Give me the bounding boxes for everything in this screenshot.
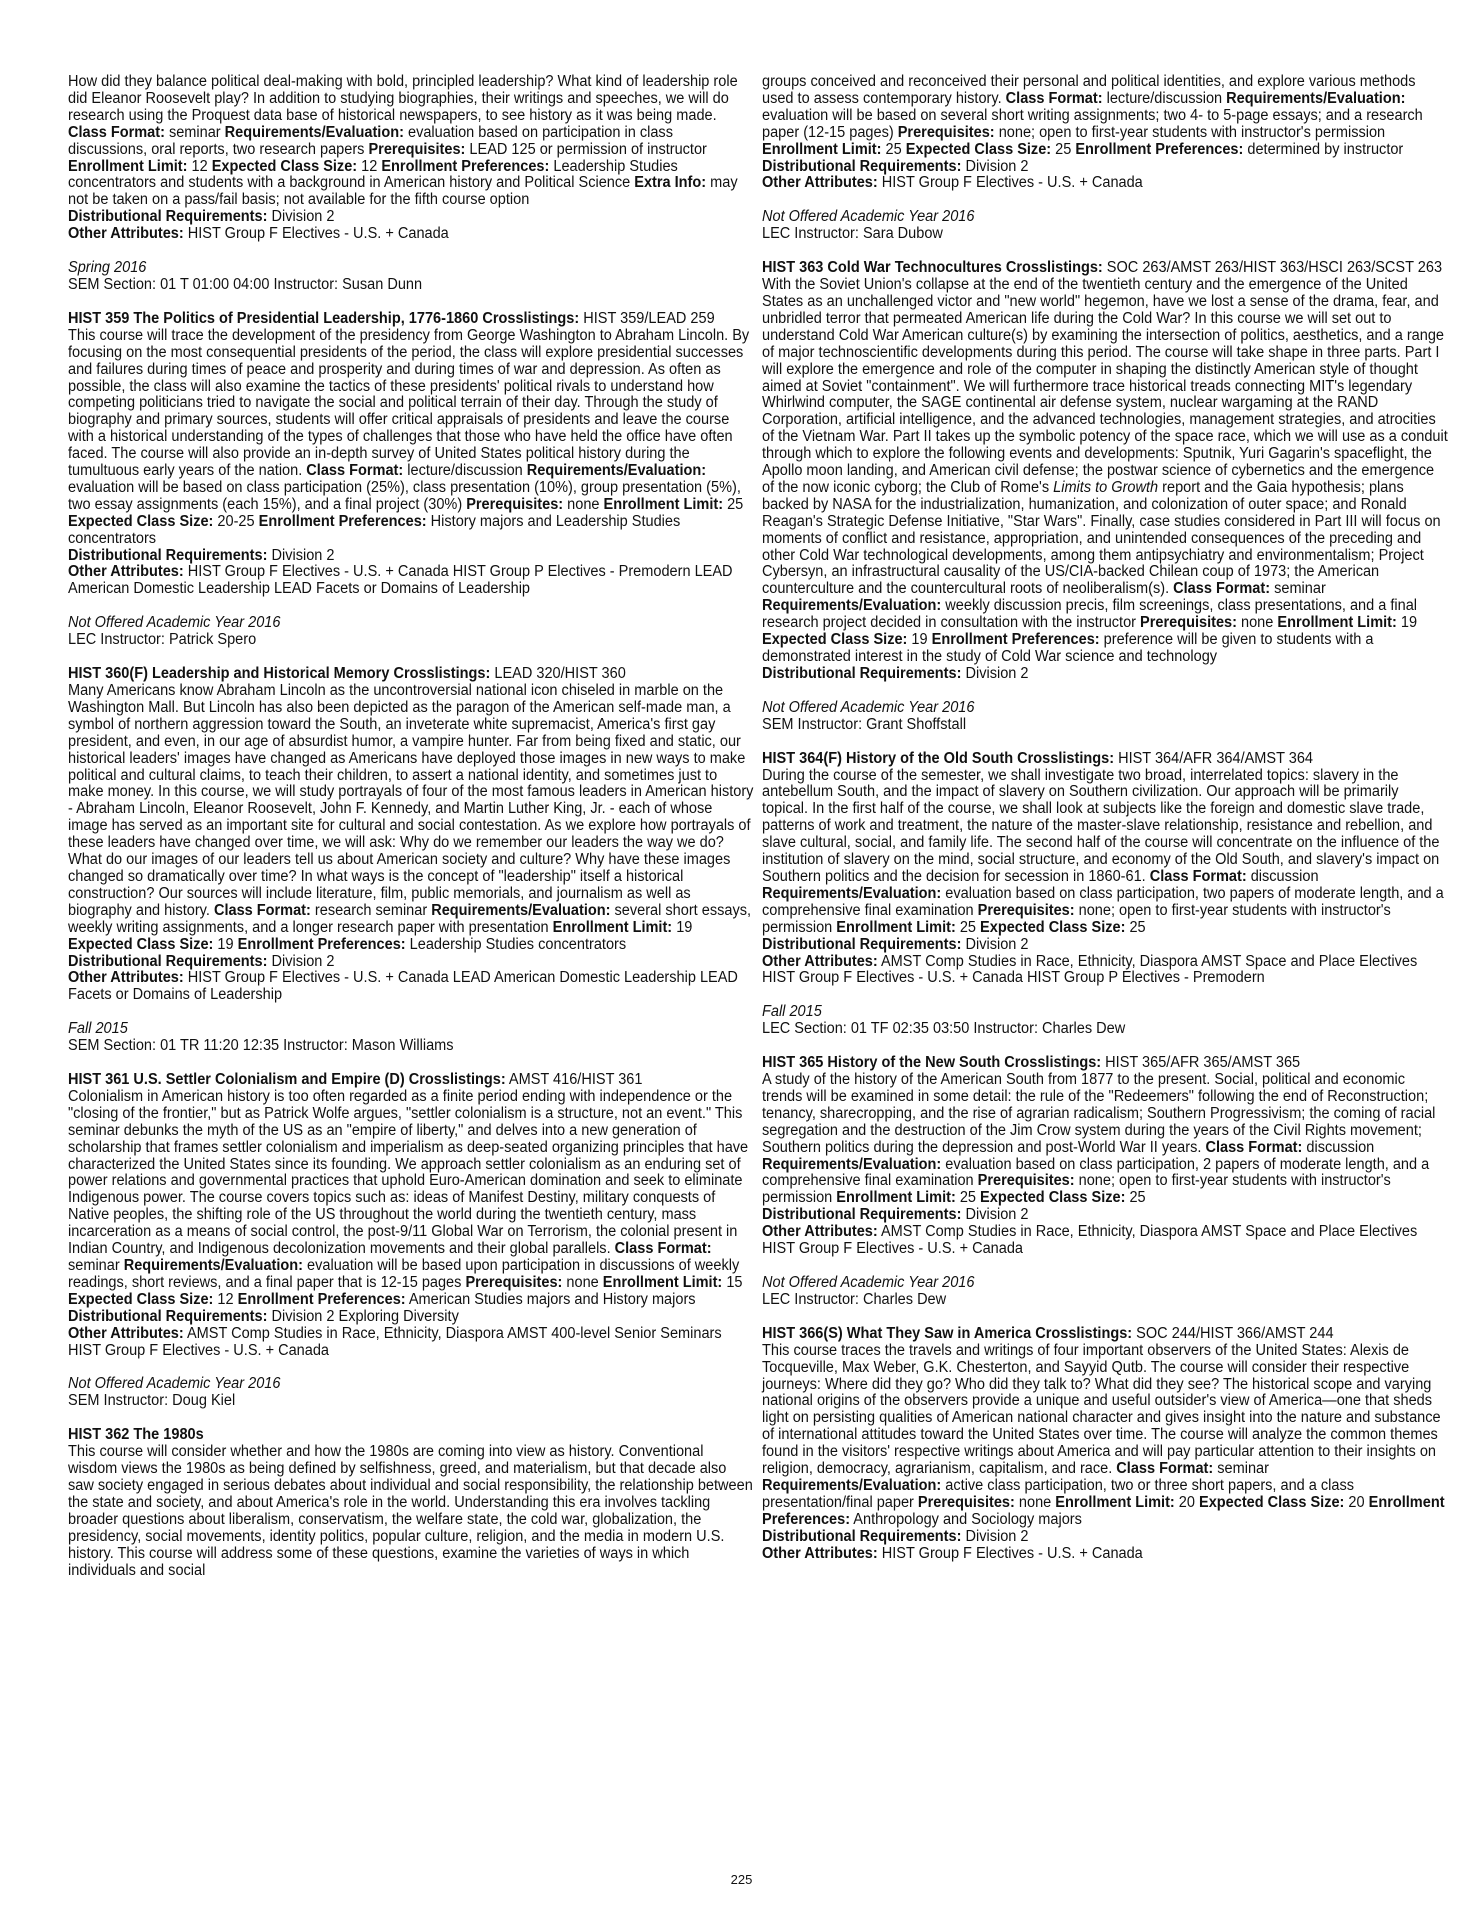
dist-value: Division 2: [965, 935, 1029, 953]
session-block: [68, 1021, 754, 1055]
course-title: HIST 363 Cold War Technocultures: [762, 259, 1002, 277]
req-value: evaluation based on class participation, 2 papers of moderate length, and a comprehensive final examination: [762, 1155, 1430, 1190]
limit-label: Enrollment Limit:: [836, 918, 956, 936]
req-label: Requirements/Evaluation:: [762, 1155, 942, 1173]
pref-label: Enrollment Preferences:: [237, 1290, 406, 1308]
dist-value: Division 2: [965, 157, 1029, 175]
course-title: HIST 362 The 1980s: [68, 1426, 204, 1444]
dist-label: Distributional Requirements:: [68, 952, 268, 970]
term: Spring 2016: [68, 259, 147, 277]
other-label: Other Attributes:: [68, 969, 184, 987]
cross-label: Crosslistings:: [393, 665, 491, 683]
dist-label: Distributional Requirements:: [762, 1527, 962, 1545]
course-hist-365: [762, 1055, 1448, 1258]
other-line: [762, 954, 1448, 988]
size-value: 25: [1129, 918, 1146, 936]
cross-value: SOC 244/HIST 366/AMST 244: [1136, 1324, 1334, 1342]
limit-value: 25: [885, 140, 902, 158]
other-value: AMST Comp Studies in Race, Ethnicity, Diaspora AMST Space and Place Electives HIST Group F Electives - U.S. + Canada: [762, 1223, 1418, 1258]
course-description: [762, 74, 1448, 159]
description-text-cont: report and the Gaia hypothesis; plans backed by NASA for the industrialization, humanization, and colonization of outer space; and Ronald Reagan's Strategic Defense Initiative, "Star Wars". Finally, case studies considered in Part III will focus on moments of conflict and resistance, appropriation, and unintended consequences of the preceding and other Cold War technological developments, among them antipsychiatry and environmentalism; Project Cybersyn, an infrastructural causality of the US/CIA-backed Chilean coup of 1973; the American counterculture and the countercultural roots of neoliberalism(s).: [762, 478, 1441, 598]
size-label: Expected Class Size:: [68, 1290, 214, 1308]
format-value: seminar: [1274, 580, 1326, 598]
prereq-label: Prerequisites:: [977, 901, 1075, 919]
limit-label: Enrollment Limit:: [1277, 614, 1397, 632]
other-label: Other Attributes:: [762, 174, 878, 192]
dist-value: Division 2: [965, 664, 1029, 682]
book-title: Limits to Growth: [1053, 478, 1159, 496]
dist-label: Distributional Requirements:: [68, 1307, 268, 1325]
course-description: [762, 277, 1448, 666]
course-heading: [68, 311, 754, 328]
size-value: 19: [911, 631, 928, 649]
req-value: evaluation based on participation in class discussions, oral reports, two research papers: [68, 123, 673, 158]
format-label: Class Format:: [1173, 580, 1271, 598]
course-heading: [68, 1072, 754, 1089]
term: Fall 2015: [68, 1020, 128, 1038]
section-info: SEM Instructor: Grant Shoffstall: [762, 715, 967, 733]
format-label: Class Format:: [306, 462, 404, 480]
dist-label: Distributional Requirements:: [762, 157, 962, 175]
pref-value: preference will be given to students with a demonstrated interest in the study of Cold War science and technology: [762, 631, 1374, 665]
other-value: HIST Group F Electives - U.S. + Canada LEAD American Domestic Leadership LEAD Facets or Domains of Leadership: [68, 969, 738, 1004]
limit-label: Enrollment Limit:: [762, 140, 882, 158]
course-description: [68, 74, 754, 209]
req-value: evaluation will be based on class participation (25%), class presentation (10%), group presentation (5%), two essay assignments (each 15%), and a final project (30%): [68, 478, 741, 513]
course-hist-366: [762, 1326, 1448, 1563]
limit-label: Enrollment Limit:: [602, 1273, 723, 1291]
term: Not Offered Academic Year 2016: [762, 208, 975, 226]
course-description: [762, 768, 1448, 937]
course-description: [68, 328, 754, 548]
description-text: Many Americans know Abraham Lincoln as the uncontroversial national icon chiseled in marble on the Washington Mall. But Lincoln has also been depicted as the paragon of the American self-made man, a symbol of northern aggression toward the South, an inveterate white supremacist, America's first gay president, and even, in our age of absurdist humor, a vampire hunter. Far from being fixed and static, our historical leaders' images have changed as Americans have deployed those images in new ways to make political and cultural claims, to teach their children, to assert a national identity, and sometimes just to make money. In this course, we will study portrayals of four of the most famous leaders in American history - Abraham Lincoln, Eleanor Roosevelt, John F. Kennedy, and Martin Luther King, Jr. - each of whose image has served as an important site for cultural and social contestation. As we explore how portrayals of these leaders have changed over time, we will ask: Why do we remember our leaders the way we do? What do our images of our leaders tell us about American society and culture? Why have these images changed so dramatically over time? In what ways is the concept of "leadership" itself a historical construction? Our sources will include literature, film, public memorials, and journalism as well as biography and history.: [68, 682, 754, 919]
dist-value: Division 2: [271, 952, 335, 970]
req-label: Requirements/Evaluation:: [1226, 89, 1406, 107]
format-label: Class Format:: [1116, 1460, 1214, 1478]
size-label: Expected Class Size:: [762, 631, 908, 649]
limit-value: 25: [959, 1189, 977, 1207]
limit-value: 15: [726, 1273, 743, 1291]
format-label: Class Format:: [68, 123, 165, 141]
dist-line: [762, 1529, 1448, 1546]
left-column: [68, 74, 754, 1596]
course-hist-364: [762, 751, 1448, 988]
pref-label: Enrollment Preferences:: [762, 1493, 1445, 1528]
other-value: HIST Group F Electives - U.S. + Canada HIST Group P Electives - Premodern LEAD American Domestic Leadership LEAD Facets or Domains of Leadership: [68, 563, 733, 598]
dist-line: [68, 209, 754, 226]
other-value: HIST Group F Electives - U.S. + Canada: [881, 174, 1143, 192]
other-line: [762, 1546, 1448, 1563]
req-label: Requirements/Evaluation:: [762, 597, 942, 615]
limit-value: 20: [1178, 1493, 1195, 1511]
format-value: discussion: [1306, 1138, 1375, 1156]
section-info: SEM Instructor: Doug Kiel: [68, 1392, 236, 1410]
format-label: Class Format:: [1005, 89, 1103, 107]
cross-label: Crosslistings:: [482, 309, 580, 327]
description-text: How did they balance political deal-making with bold, principled leadership? What kind of leadership role did Eleanor Roosevelt play? In addition to studying biographies, their writings and speeches, we will do research using the Proquest data base of historical newspapers, to see history as it was being made.: [68, 73, 738, 124]
limit-label: Enrollment Limit:: [552, 918, 673, 936]
section-info: SEM Section: 01 TR 11:20 12:35 Instructor: Mason Williams: [68, 1037, 454, 1055]
cross-value: HIST 359/LEAD 259: [583, 309, 715, 327]
prereq-label: Prerequisites:: [465, 1273, 563, 1291]
pref-label: Enrollment Preferences:: [381, 157, 550, 175]
pref-value: Leadership Studies concentrators and students with a background in American history and Political Science: [68, 157, 678, 192]
limit-label: Enrollment Limit:: [68, 157, 188, 175]
cross-label: Crosslistings:: [1035, 1324, 1133, 1342]
dist-value: Division 2: [271, 546, 335, 564]
format-label: Class Format:: [213, 901, 311, 919]
other-value: HIST Group F Electives - U.S. + Canada: [187, 225, 449, 243]
other-value: AMST Comp Studies in Race, Ethnicity, Diaspora AMST 400-level Senior Seminars HIST Group F Electives - U.S. + Canada: [68, 1324, 722, 1359]
cross-label: Crosslistings:: [1017, 749, 1115, 767]
course-description: [762, 1072, 1448, 1207]
session-block: [762, 1275, 1448, 1309]
prereq-value: none; open to first-year students with instructor's permission: [762, 1172, 1391, 1207]
size-value: 19: [217, 935, 234, 953]
session-block: [762, 1004, 1448, 1038]
limit-label: Enrollment Limit:: [836, 1189, 956, 1207]
other-value: AMST Comp Studies in Race, Ethnicity, Diaspora AMST Space and Place Electives HIST Group F Electives - U.S. + Canada HIST Group P Electives - Premodern: [762, 952, 1418, 987]
prereq-value: none; open to first-year students with instructor's permission: [762, 901, 1391, 936]
other-line: [762, 1224, 1448, 1258]
req-label: Requirements/Evaluation:: [762, 884, 942, 902]
course-title: HIST 364(F) History of the Old South: [762, 749, 1014, 767]
size-label: Expected Class Size:: [68, 935, 214, 953]
pref-label: Enrollment Preferences:: [237, 935, 406, 953]
prereq-label: Prerequisites:: [466, 495, 564, 513]
term: Not Offered Academic Year 2016: [68, 1375, 281, 1393]
cross-label: Crosslistings:: [1005, 259, 1103, 277]
section-info: LEC Instructor: Sara Dubow: [762, 225, 943, 243]
req-value: evaluation based on class participation, two papers of moderate length, and a comprehensive final examination: [762, 884, 1444, 919]
course-title: HIST 365 History of the New South: [762, 1054, 1001, 1072]
dist-value: Division 2: [965, 1206, 1029, 1224]
other-label: Other Attributes:: [68, 563, 184, 581]
term: Not Offered Academic Year 2016: [762, 698, 975, 716]
req-label: Requirements/Evaluation:: [762, 1476, 942, 1494]
course-title: HIST 359 The Politics of Presidential Leadership, 1776-1860: [68, 309, 479, 327]
course-hist-358-cont: [68, 74, 754, 243]
req-value: evaluation will be based upon participation in discussions of weekly readings, short reviews, and a final paper that is 12-15 pages: [68, 1257, 740, 1291]
size-value: 12: [217, 1290, 234, 1308]
req-label: Requirements/Evaluation:: [224, 123, 404, 141]
course-hist-362: [68, 1427, 754, 1579]
dist-line: [68, 954, 754, 971]
dist-line: [762, 937, 1448, 954]
course-hist-361: [68, 1072, 754, 1359]
cross-value: AMST 416/HIST 361: [508, 1071, 643, 1089]
description-text: This course will consider whether and how the 1980s are coming into view as history. Conventional wisdom views the 1980s as being defined by selfishness, greed, and materialism, but that decade also saw society engaged in serious debates about individual and social responsibility, the relationship between the state and society, and about America's role in the world. Understanding this era involves tackling broader questions about liberalism, conservatism, the welfare state, the cold war, globalization, the presidency, social movements, identity politics, popular culture, religion, and the media in modern U.S. history. This course will address some of these questions, examine the varieties of ways in which individuals and social: [68, 1443, 753, 1579]
cross-value: HIST 365/AFR 365/AMST 365: [1105, 1054, 1301, 1072]
limit-label: Enrollment Limit:: [1055, 1493, 1175, 1511]
prereq-value: none: [566, 1273, 599, 1291]
section-info: LEC Instructor: Charles Dew: [762, 1290, 947, 1308]
course-heading: [762, 260, 1448, 277]
pref-value: Anthropology and Sociology majors: [853, 1510, 1082, 1528]
other-label: Other Attributes:: [762, 952, 878, 970]
other-label: Other Attributes:: [762, 1544, 878, 1562]
limit-label: Enrollment Limit:: [603, 495, 724, 513]
req-label: Requirements/Evaluation:: [526, 462, 707, 480]
description-text: This course will trace the development of the presidency from George Washington to Abraham Lincoln. By focusing on the most consequential presidents of the period, the class will explore presidential successes and failures during times of peace and prosperity and during times of war and depression. As often as possible, the class will also examine the tactics of these presidents' political rivals to understand how competing politicians tried to navigate the social and political terrain of their day. Through the study of biography and primary sources, students will offer critical appraisals of presidents and leave the course with a historical understanding of the types of challenges that those who have held the office have often faced. The course will also provide an in-depth survey of United States political history during the tumultuous early years of the nation.: [68, 326, 750, 480]
prereq-value: none: [1018, 1493, 1052, 1511]
size-label: Expected Class Size:: [1199, 1493, 1345, 1511]
other-label: Other Attributes:: [68, 225, 184, 243]
size-value: 25: [1055, 140, 1072, 158]
format-value: research seminar: [314, 901, 428, 919]
course-description: [68, 1089, 754, 1309]
prereq-value: none: [567, 495, 600, 513]
pref-label: Enrollment Preferences:: [258, 512, 427, 530]
prereq-value: none; open to first-year students with instructor's permission: [998, 123, 1386, 141]
course-description: [762, 1343, 1448, 1529]
prereq-value: LEAD 125 or permission of instructor: [469, 140, 707, 158]
course-description: [68, 683, 754, 954]
prereq-value: none: [1241, 614, 1274, 632]
format-value: seminar: [68, 1257, 120, 1274]
term: Not Offered Academic Year 2016: [68, 614, 281, 632]
section-info: SEM Section: 01 T 01:00 04:00 Instructor: Susan Dunn: [68, 275, 423, 293]
other-line: [762, 175, 1448, 192]
format-value: seminar: [1217, 1460, 1269, 1478]
req-label: Requirements/Evaluation:: [123, 1257, 303, 1274]
prereq-label: Prerequisites:: [977, 1172, 1075, 1190]
section-info: LEC Section: 01 TF 02:35 03:50 Instructor: Charles Dew: [762, 1020, 1126, 1038]
pref-value: Leadership Studies concentrators: [409, 935, 627, 953]
dist-line: [762, 1207, 1448, 1224]
right-column: [762, 74, 1448, 1580]
dist-line: [68, 548, 754, 565]
extra-value: may not be taken on a pass/fail basis; not available for the fifth course option: [68, 174, 738, 209]
dist-line: [68, 1309, 754, 1326]
dist-label: Distributional Requirements:: [762, 1206, 962, 1224]
limit-value: 25: [959, 918, 977, 936]
cross-label: Crosslistings:: [408, 1071, 506, 1089]
other-line: [68, 226, 754, 243]
session-block: [68, 260, 754, 294]
cross-label: Crosslistings:: [1004, 1054, 1102, 1072]
cross-value: SOC 263/AMST 263/HIST 363/HSCI 263/SCST 263: [1106, 259, 1443, 277]
other-value: HIST Group F Electives - U.S. + Canada: [881, 1544, 1143, 1562]
format-value: discussion: [1250, 867, 1319, 885]
term: Fall 2015: [762, 1003, 822, 1021]
cross-value: LEAD 320/HIST 360: [494, 665, 626, 683]
prereq-label: Prerequisites:: [368, 140, 466, 158]
session-block: [762, 700, 1448, 734]
course-title: HIST 360(F) Leadership and Historical Memory: [68, 665, 390, 683]
other-line: [68, 1326, 754, 1360]
size-label: Expected Class Size:: [905, 140, 1052, 158]
req-value: active class participation, two or three short papers, and a class presentation/final paper: [762, 1476, 1355, 1511]
pref-label: Enrollment Preferences:: [1075, 140, 1244, 158]
extra-label: Extra Info:: [634, 174, 707, 192]
description-text: This course traces the travels and writings of four important observers of the United States: Alexis de Tocqueville, Max Weber, G.K. Chesterton, and Sayyid Qutb. The course will consider their respective journeys: Where did they go? Who did they talk to? What did they see? The historical scope and varying national origins of the observers provide a unique and useful outsider's view of America—one that sheds light on persisting qualities of American national character and gives insight into the nature and substance of international attitudes toward the United States over time. The course will analyze the common themes found in the visitors' respective writings about America and will pay particular attention to their insights on religion, democracy, agrarianism, capitalism, and race.: [762, 1341, 1441, 1478]
other-label: Other Attributes:: [762, 1223, 878, 1241]
req-label: Requirements/Evaluation:: [431, 901, 611, 919]
dist-line: [762, 666, 1448, 683]
dist-label: Distributional Requirements:: [762, 935, 962, 953]
pref-value: American Studies majors and History majors: [408, 1290, 696, 1308]
dist-value: Division 2: [965, 1527, 1029, 1545]
size-value: 25: [1129, 1189, 1146, 1207]
limit-value: 19: [1400, 614, 1418, 632]
section-info: LEC Instructor: Patrick Spero: [68, 631, 257, 649]
format-value: seminar: [168, 123, 221, 141]
size-value: 20: [1348, 1493, 1365, 1511]
limit-value: 25: [727, 495, 744, 513]
other-line: [68, 564, 754, 598]
course-heading: [762, 1326, 1448, 1343]
format-value: lecture/discussion: [1106, 89, 1223, 107]
prereq-label: Prerequisites:: [897, 123, 995, 141]
course-hist-362-cont: [762, 74, 1448, 192]
prereq-label: Prerequisites:: [1140, 614, 1237, 632]
req-value: evaluation will be based on several short writing assignments; two 4- to 5-page essays; and a research paper (12-15 pages): [762, 106, 1423, 141]
cross-value: HIST 364/AFR 364/AMST 364: [1118, 749, 1314, 767]
course-heading: [68, 666, 754, 683]
pref-value: determined by instructor: [1247, 140, 1404, 158]
course-title: HIST 361 U.S. Settler Colonialism and Empire (D): [68, 1071, 405, 1089]
session-block: [68, 1376, 754, 1410]
dist-value: Division 2: [271, 208, 335, 226]
description-text: During the course of the semester, we shall investigate two broad, interrelated topics: slavery in the antebellum South, and the impact of slavery on Southern civilization. Our approach will be primarily topical. In the first half of the course, we shall look at subjects like the foreign and domestic slave trade, patterns of work and treatment, the nature of the master-slave relationship, resistance and rebellion, and slave cultural, social, and family life. The second half of the course will concentrate on the influence of the institution of slavery on the mind, social structure, and economy of the Old South, and slavery's impact on Southern politics and the decision for secession in 1860-61.: [762, 766, 1440, 885]
size-value: 20-25: [217, 512, 255, 530]
other-label: Other Attributes:: [68, 1324, 184, 1342]
size-label: Expected Class Size:: [68, 512, 214, 530]
description-text: A study of the history of the American South from 1877 to the present. Social, political and economic trends will be examined in some detail: the rule of the "Redeemers" following the end of Reconstruction; tenancy, sharecropping, and the rise of agrarian radicalism; Southern Progressivism; the coming of racial segregation and the destruction of the Jim Crow system during the years of the Civil Rights movement; Southern politics during the depression and post-World War II years.: [762, 1071, 1436, 1156]
req-value: several short essays, weekly writing assignments, and a longer research paper with presentation: [68, 901, 752, 936]
dist-label: Distributional Requirements:: [68, 208, 268, 226]
pref-value: History majors and Leadership Studies concentrators: [68, 512, 681, 547]
description-text: groups conceived and reconceived their personal and political identities, and explore various methods used to assess contemporary history.: [762, 73, 1416, 107]
limit-value: 19: [676, 918, 693, 936]
format-value: lecture/discussion: [407, 462, 523, 480]
description-text: Colonialism in American history is too often regarded as a finite period ending with independence or the "closing of the frontier," but as Patrick Wolfe argues, "settler colonialism is a structure, not an event." This seminar debunks the myth of the US as an "empire of liberty," and delves into a new generation of scholarship that frames settler colonialism and imperialism as deep-seated organizing principles that have characterized the United States since its founding. We approach settler colonialism as an enduring set of power relations and governmental practices that uphold Euro-American domination and seek to eliminate Indigenous power. The course covers topics such as: ideas of Manifest Destiny, military conquests of Native peoples, the shifting role of the US throughout the world during the twentieth century, mass incarceration as a means of social control, the post-9/11 Global War on Terrorism, the colonial present in Indian Country, and Indigenous decolonization movements and their global parallels.: [68, 1087, 749, 1258]
page-number: 225: [730, 1872, 753, 1887]
course-heading: [762, 751, 1448, 768]
description-text: With the Soviet Union's collapse at the end of the twentieth century and the emergence of the United States as an unchallenged victor and "new world" hegemon, have we lost a sense of the drama, fear, and unbridled terror that permeated American life during the Cold War? In this course we will set out to understand Cold War American culture(s) by examining the intersection of politics, aesthetics, and a range of major technoscientific developments during this period. The course will take shape in three parts. Part I will explore the emergence and role of the computer in shaping the distinctly American style of thought aimed at Soviet "containment". We will furthermore trace historical treads connecting MIT's legendary Whirlwind computer, the SAGE continental air defense system, nuclear wargaming at the RAND Corporation, artificial intelligence, and the advanced technologies, management strategies, and atrocities of the Vietnam War. Part II takes up the symbolic potency of the space race, which we will use as a conduit through which to explore the following events and developments: Sputnik, Yuri Gagarin's spaceflight, the Apollo moon landing, and American civil defense; the postwar science of cybernetics and the emergence of the now iconic cyborg; the Club of Rome's: [762, 276, 1448, 496]
limit-value: 12: [191, 157, 208, 175]
size-label: Expected Class Size:: [211, 157, 358, 175]
size-value: 12: [361, 157, 378, 175]
course-hist-359: [68, 311, 754, 598]
format-label: Class Format:: [614, 1240, 712, 1258]
prereq-label: Prerequisites:: [917, 1493, 1015, 1511]
size-label: Expected Class Size:: [980, 918, 1126, 936]
req-value: weekly discussion precis, film screenings, class presentations, and a final research project decided in consultation with the instructor: [762, 597, 1418, 632]
size-label: Expected Class Size:: [980, 1189, 1126, 1207]
dist-label: Distributional Requirements:: [762, 664, 962, 682]
pref-label: Enrollment Preferences:: [931, 631, 1100, 649]
course-hist-363: [762, 260, 1448, 683]
dist-value: Division 2 Exploring Diversity: [271, 1307, 459, 1325]
session-block: [68, 615, 754, 649]
format-label: Class Format:: [1205, 1138, 1303, 1156]
dist-label: Distributional Requirements:: [68, 546, 268, 564]
term: Not Offered Academic Year 2016: [762, 1274, 975, 1291]
course-title: HIST 366(S) What They Saw in America: [762, 1324, 1032, 1342]
dist-line: [762, 159, 1448, 176]
other-line: [68, 970, 754, 1004]
session-block: [762, 209, 1448, 243]
format-label: Class Format:: [1149, 867, 1247, 885]
course-hist-360: [68, 666, 754, 1004]
course-heading: [762, 1055, 1448, 1072]
